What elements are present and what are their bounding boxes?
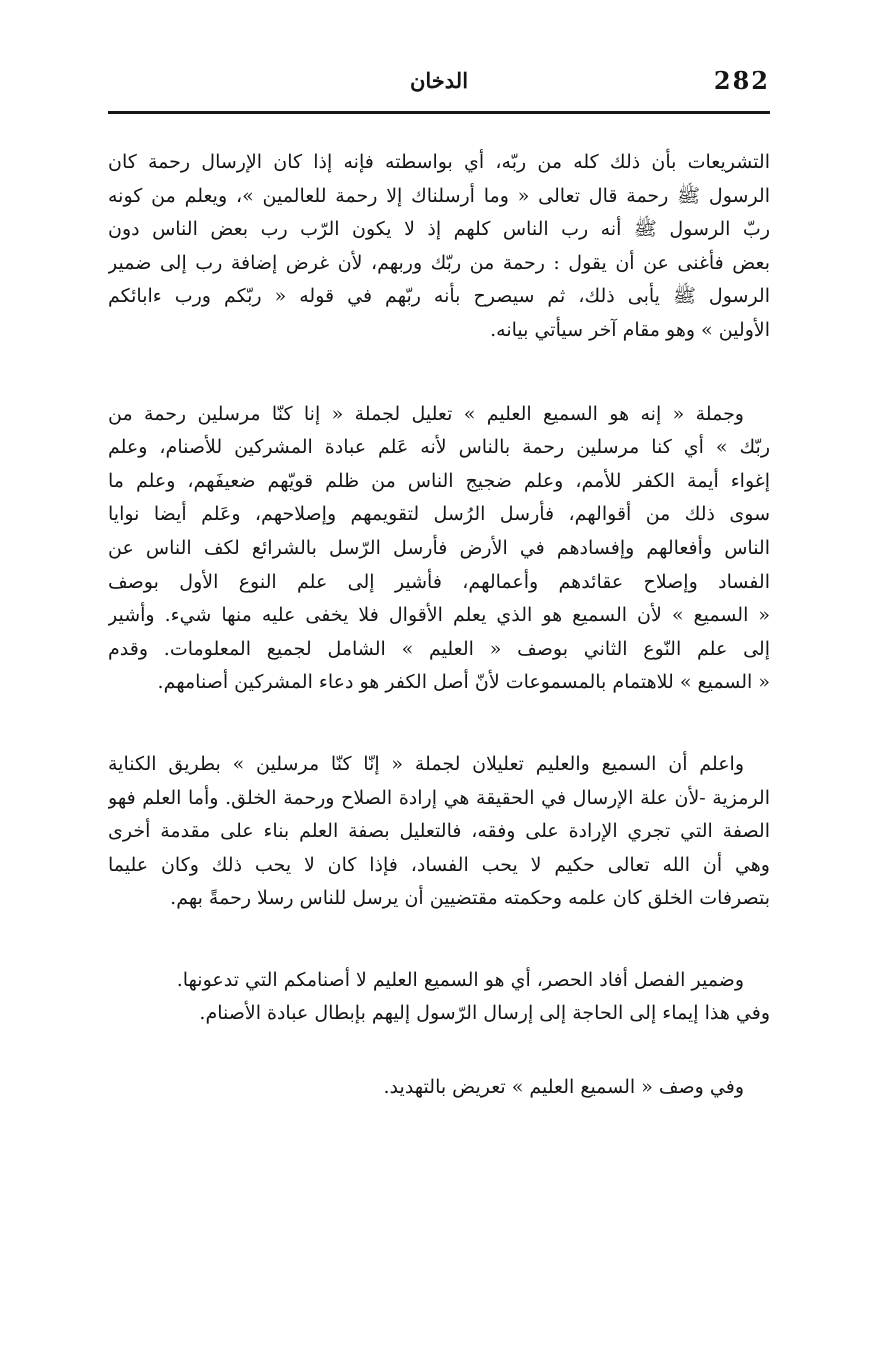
text-line: « السميع » للاهتمام بالمسموعات لأنّ أصل الكفر هو دعاء المشركين أصنامهم.	[157, 671, 770, 694]
text-line: الرمزية -لأن علة الإرسال في الحقيقة هي إرادة الصلاح ورحمة الخلق. وأما العلم فهو	[108, 786, 770, 809]
paragraph-2	[108, 398, 770, 700]
text-line: إلى علم النّوع الثاني بوصف « العليم » الشامل لجميع المعلومات. وقدم	[108, 637, 770, 660]
text-line: وفي وصف « السميع العليم » تعريض بالتهديد.	[383, 1076, 744, 1099]
text-line: إغواء أيمة الكفر للأمم، وعلم ضجيج الناس من ظلم قويّهم ضعيفَهم، وعلم ما	[108, 469, 770, 492]
running-title: الدخان	[409, 68, 469, 93]
text-line: وجملة « إنه هو السميع العليم » تعليل لجملة « إنا كنّا مرسلين رحمة من	[108, 402, 744, 425]
text-line: وهي أن الله تعالى حكيم لا يحب الفساد، فإذا كان لا يحب ذلك وكان عليما	[108, 853, 770, 876]
paragraph-1	[108, 146, 770, 348]
text-line: ربّ الرسول ﷺ أنه رب الناس كلهم إذ لا يكون الرّب رب بعض الناس دون	[108, 218, 770, 241]
header-rule	[108, 111, 770, 114]
page-header	[108, 66, 770, 106]
text-line: الصفة التي تجري الإرادة على وفقه، فالتعليل بصفة العلم بناء على مقدمة أخرى	[108, 820, 770, 843]
text-line: التشريعات بأن ذلك كله من ربّه، أي بواسطته فإنه إذا كان الإرسال رحمة كان	[108, 151, 770, 173]
paragraph-3	[108, 748, 770, 916]
text-line: ربّك » أي كنا مرسلين رحمة بالناس لأنه عَلم عبادة المشركين للأصنام، وعلم	[108, 436, 770, 459]
text-line: بعض فأغنى عن أن يقول : رحمة من ربّك وربهم، لأن غرض إضافة رب إلى ضمير	[108, 251, 770, 274]
text-line: وفي هذا إيماء إلى الحاجة إلى إرسال الرّسول إليهم بإبطال عبادة الأصنام.	[199, 1002, 770, 1025]
text-line: الناس وأفعالهم وإفسادهم في الأرض فأرسل الرّسل بالشرائع لكف الناس عن	[108, 536, 770, 559]
paragraph-4	[108, 964, 770, 1031]
page-body	[108, 146, 770, 1105]
text-line: « السميع » لأن السميع هو الذي يعلم الأقوال فلا يخفى عليه منها شيء. وأشير	[108, 604, 770, 627]
text-line: الرسول ﷺ رحمة قال تعالى « وما أرسلناك إلا رحمة للعالمين »، ويعلم من كونه	[108, 184, 770, 207]
page-number: 282	[713, 66, 770, 95]
text-line: الفساد وإصلاح عقائدهم وأعمالهم، فأشير إلى علم النوع الأول بوصف	[108, 570, 770, 593]
text-line: وضمير الفصل أفاد الحصر، أي هو السميع العليم لا أصنامكم التي تدعونها.	[176, 968, 744, 991]
text-line: الرسول ﷺ يأبى ذلك، ثم سيصرح بأنه ربّهم في قوله « ربّكم ورب ءابائكم	[108, 285, 770, 308]
text-line: سوى ذلك من أقوالهم، فأرسل الرُسل لتقويمهم وإصلاحهم، وعَلم أيضا نوايا	[108, 503, 770, 526]
text-line: بتصرفات الخلق كان علمه وحكمته مقتضيين أن يرسل للناس رسلا رحمةً بهم.	[170, 887, 770, 910]
paragraph-5	[108, 1071, 770, 1105]
text-line: واعلم أن السميع والعليم تعليلان لجملة « إنّا كنّا مرسلين » بطريق الكناية	[108, 752, 744, 775]
text-line: الأولين » وهو مقام آخر سيأتي بيانه.	[490, 318, 770, 341]
